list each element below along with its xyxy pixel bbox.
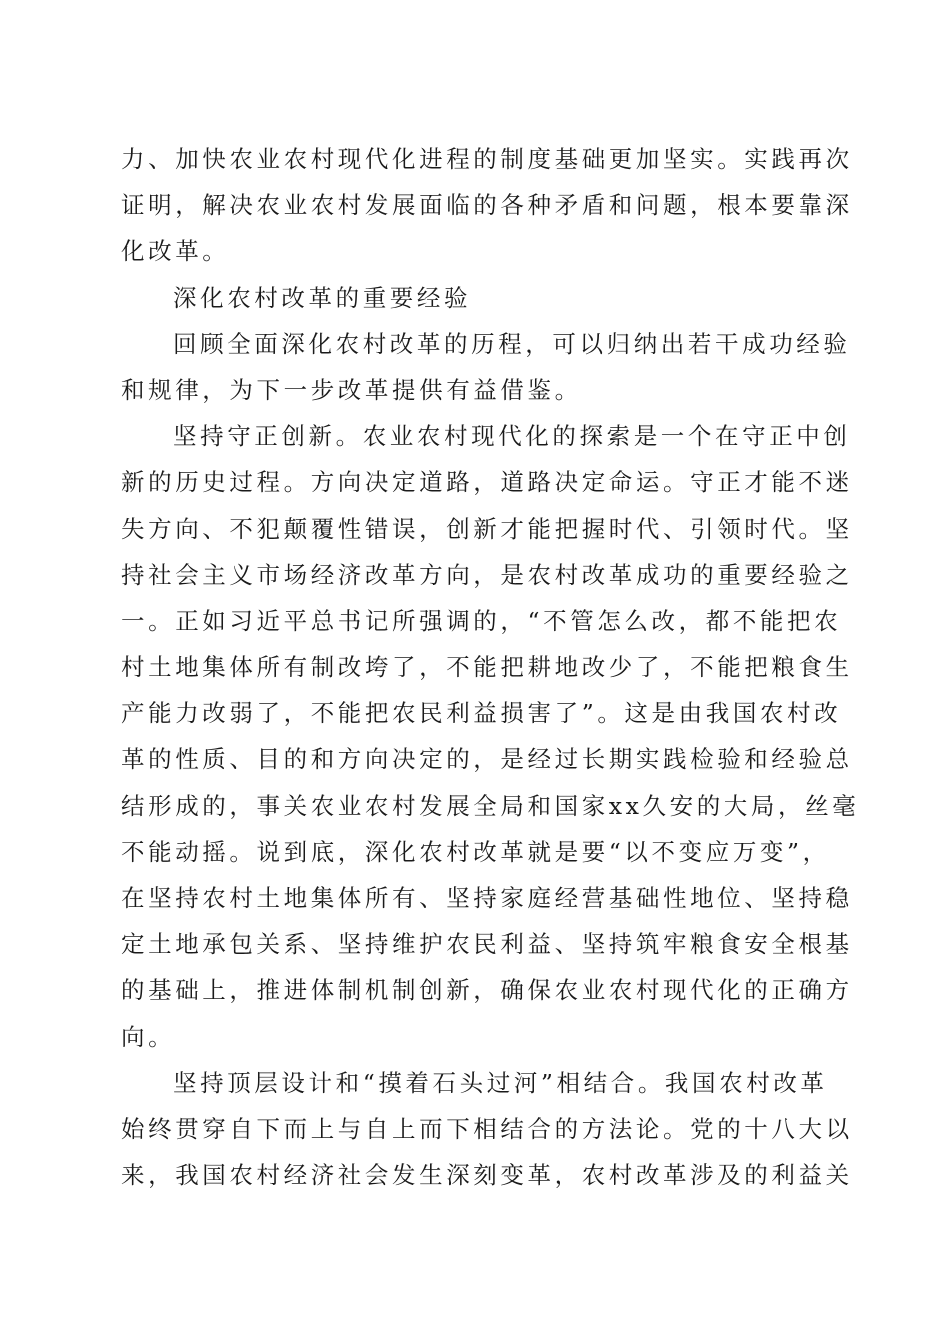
text-line: 化改革。 [121, 237, 230, 266]
text-line: 力、加快农业农村现代化进程的制度基础更加坚实。实践再次 [121, 145, 853, 173]
text-line: 一。正如习近平总书记所强调的，“不管怎么改，都不能把农 [121, 606, 842, 635]
text-line: 持社会主义市场经济改革方向，是农村改革成功的重要经验之 [121, 560, 853, 589]
text-line: 坚持顶层设计和“摸着石头过河”相结合。我国农村改革 [173, 1068, 828, 1097]
text-line: 的基础上，推进体制机制创新，确保农业农村现代化的正确方 [121, 976, 853, 1005]
text-line: 新的历史过程。方向决定道路，道路决定命运。守正才能不迷 [121, 468, 853, 497]
text-line: 证明，解决农业农村发展面临的各种矛盾和问题，根本要靠深 [121, 191, 853, 220]
text-line: 失方向、不犯颠覆性错误，创新才能把握时代、引领时代。坚 [121, 514, 853, 543]
text-line: 和规律，为下一步改革提供有益借鉴。 [121, 375, 582, 404]
text-line: 不能动摇。说到底，深化农村改革就是要“以不变应万变”， [121, 837, 830, 866]
text-line: 始终贯穿自下而上与自上而下相结合的方法论。党的十八大以 [121, 1114, 853, 1143]
text-line: 坚持守正创新。农业农村现代化的探索是一个在守正中创 [173, 422, 851, 451]
paragraph-2 [121, 321, 851, 413]
paragraph-3 [121, 413, 860, 1060]
heading-text: 深化农村改革的重要经验 [173, 283, 472, 312]
text-line: 定土地承包关系、坚持维护农民利益、坚持筑牢粮食安全根基 [121, 930, 853, 959]
paragraph-1 [121, 136, 853, 275]
section-heading [121, 275, 831, 321]
text-line: 回顾全面深化农村改革的历程，可以归纳出若干成功经验 [173, 329, 851, 358]
text-line: 结形成的，事关农业农村发展全局和国家xx久安的大局，丝毫 [121, 791, 860, 820]
text-line: 村土地集体所有制改垮了，不能把耕地改少了，不能把粮食生 [121, 653, 853, 682]
text-line: 革的性质、目的和方向决定的，是经过长期实践检验和经验总 [121, 745, 853, 774]
text-line: 产能力改弱了，不能把农民利益损害了”。这是由我国农村改 [121, 699, 842, 728]
paragraph-4 [121, 1060, 853, 1199]
text-line: 在坚持农村土地集体所有、坚持家庭经营基础性地位、坚持稳 [121, 884, 853, 912]
text-line: 向。 [121, 1022, 176, 1051]
document-body [121, 136, 860, 1198]
text-line: 来，我国农村经济社会发生深刻变革，农村改革涉及的利益关 [121, 1161, 853, 1190]
